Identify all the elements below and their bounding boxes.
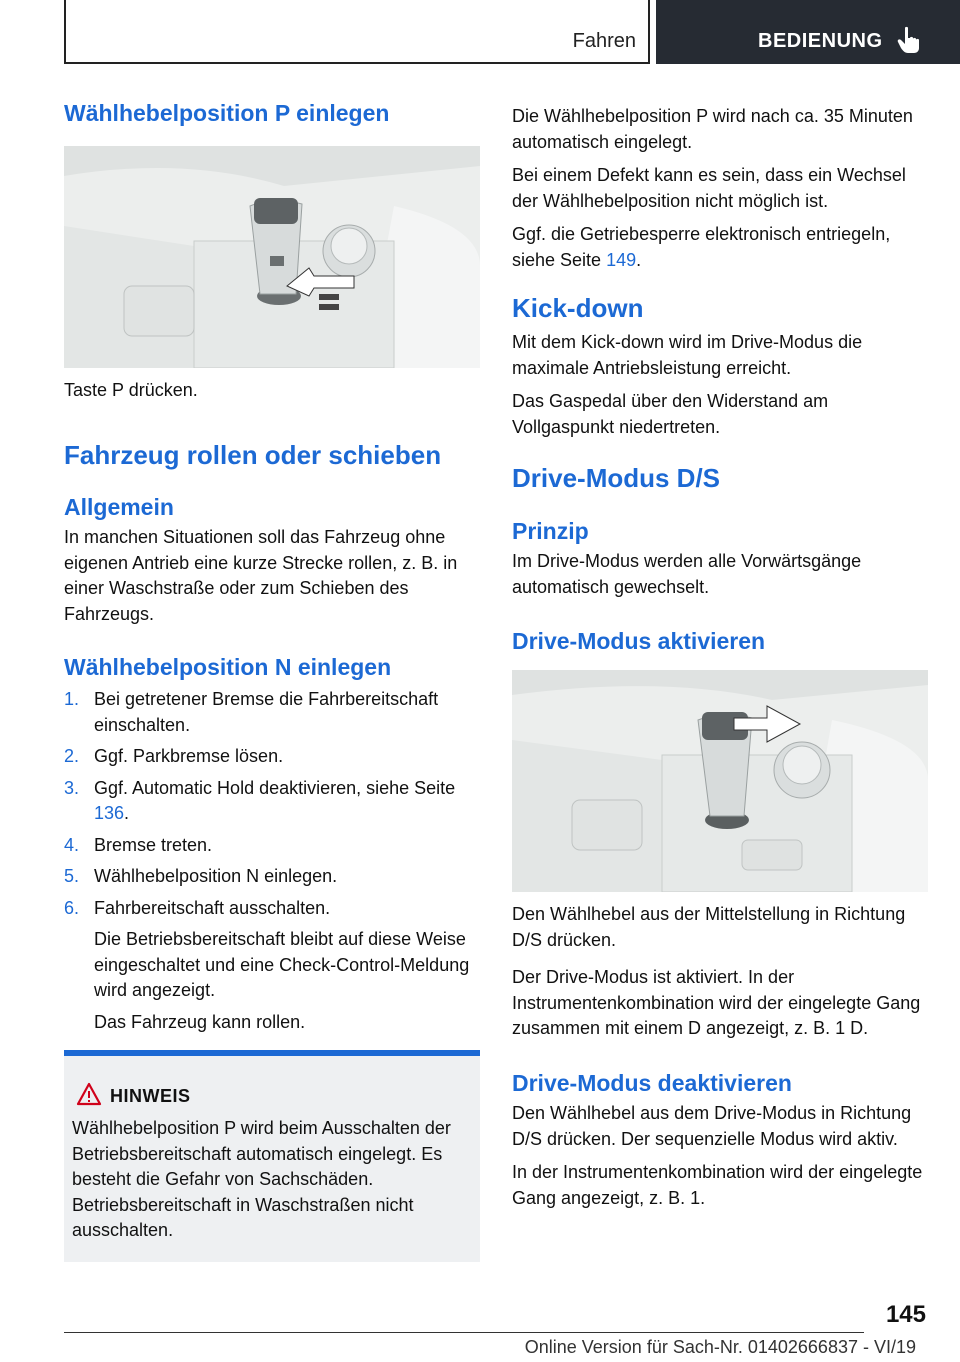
aktivieren-text-2: Der Drive-Modus ist aktiviert. In der Instrumentenkombination wird der eingelegte Gang zusammen mit einem D angezeigt, z. B. 1 D. [512, 967, 921, 1038]
para-defekt: Bei einem Defekt kann es sein, dass ein Wechsel der Wählhebelposition nicht möglich ist. [512, 165, 906, 211]
online-version-note: Online Version für Sach-Nr. 01402666837 - VI/19 [524, 1337, 916, 1357]
section-prinzip [512, 518, 928, 600]
list-item [64, 833, 480, 859]
step-number: 1. [64, 689, 80, 709]
list-item [64, 896, 480, 1036]
console-illustration [512, 670, 928, 892]
kickdown-text-1: Mit dem Kick-down wird im Drive-Modus die maximale Antriebsleistung erreicht. [512, 332, 863, 378]
step-text-end: . [124, 803, 130, 823]
step-text: Ggf. Automatic Hold deaktivieren, siehe Seite [94, 777, 456, 798]
step-number: 3. [64, 777, 80, 798]
heading-deaktivieren: Drive-Modus deaktivieren [512, 1070, 792, 1096]
left-column [64, 100, 480, 127]
step6-detail: Die Betriebsbereitschaft bleibt auf diese Weise eingeschaltet und eine Check-Control-Meldung wird angezeigt. [94, 929, 470, 1000]
section-aktivieren [512, 628, 928, 655]
heading-p-position: Wählhebelposition P einlegen [64, 100, 390, 126]
step6-detail-2: Das Fahrzeug kann rollen. [94, 1011, 306, 1032]
getriebesperre-end: . [636, 249, 642, 270]
para-p-auto: Die Wählhebelposition P wird nach ca. 35 Minuten automatisch eingelegt. [512, 106, 913, 152]
step-text: Ggf. Parkbremse lösen. [94, 746, 284, 766]
right-column [512, 104, 928, 273]
section-rollen [64, 440, 480, 471]
page-number: 145 [885, 1301, 926, 1328]
heading-aktivieren: Drive-Modus aktivieren [512, 628, 766, 654]
header-rule-right [648, 0, 650, 64]
deaktivieren-text-1: Den Wählhebel aus dem Drive-Modus in Richtung D/S drücken. Der sequenzielle Modus wird aktiv. [512, 1103, 912, 1149]
section-drive-modus [512, 463, 928, 494]
list-item [64, 687, 480, 738]
notice-box [64, 1050, 480, 1262]
section-kickdown [512, 293, 928, 440]
aktivieren-text-1: Den Wählhebel aus der Mittelstellung in Richtung D/S drücken. [512, 904, 906, 950]
step-number: 4. [64, 834, 80, 855]
notice-text: Wählhebelposition P wird beim Ausschalten der Betriebsbereitschaft automatisch eingelegt. Es besteht die Gefahr von Sachschäden. Betriebsbereitschaft in Waschstraßen nicht ausschalten. [72, 1118, 451, 1240]
page-link-149[interactable]: 149 [606, 249, 637, 270]
allgemein-text: In manchen Situationen soll das Fahrzeug ohne eigenen Antrieb eine kurze Strecke rollen, z. B. in einer Waschstraße oder zum Schieben des Fahrzeugs. [64, 527, 458, 624]
heading-rollen: Fahrzeug rollen oder schieben [64, 440, 442, 470]
deaktivieren-text-2: In der Instrumentenkombination wird der eingelegte Gang angezeigt, z. B. 1. [512, 1162, 923, 1208]
step-text: Bei getretener Bremse die Fahrbereitschaft einschalten. [94, 689, 439, 735]
page-link-136[interactable]: 136 [94, 803, 125, 823]
step-number: 6. [64, 897, 80, 918]
heading-drive-modus: Drive-Modus D/S [512, 463, 721, 493]
caption-text: Taste P drücken. [64, 380, 198, 400]
heading-n-position: Wählhebelposition N einlegen [64, 654, 392, 680]
step-number: 2. [64, 746, 80, 766]
section-n-position [64, 654, 480, 1041]
selector-lever-photo-p [64, 146, 480, 368]
step-text: Bremse treten. [94, 834, 213, 855]
step-number: 5. [64, 866, 80, 886]
section-tab [656, 0, 960, 64]
prinzip-text: Im Drive-Modus werden alle Vorwärtsgänge automatisch gewechselt. [512, 551, 862, 597]
console-illustration [64, 146, 480, 368]
section-title: BEDIENUNG [758, 30, 883, 52]
section-allgemein [64, 494, 480, 627]
step-text: Fahrbereitschaft ausschalten. [94, 897, 331, 918]
step-text: Wählhebelposition N einlegen. [94, 866, 338, 886]
heading-kickdown: Kick-down [512, 293, 644, 323]
selector-lever-photo-ds [512, 670, 928, 892]
list-item [64, 864, 480, 890]
header-rule-left [64, 0, 66, 62]
list-item [64, 744, 480, 770]
notice-title: HINWEIS [110, 1086, 191, 1106]
footer-rule [64, 1332, 864, 1333]
kickdown-text-2: Das Gaspedal über den Widerstand am Vollgaspunkt niedertreten. [512, 391, 829, 437]
chapter-title: Fahren [572, 30, 636, 52]
heading-prinzip: Prinzip [512, 518, 589, 544]
steps-list [64, 687, 480, 1035]
section-deaktivieren [512, 1070, 928, 1211]
getriebesperre-text: Ggf. die Getriebesperre elektronisch entriegeln, siehe Seite [512, 224, 891, 270]
list-item [64, 776, 480, 827]
pointing-hand-icon [896, 26, 922, 54]
heading-allgemein: Allgemein [64, 494, 174, 520]
caption-p [64, 378, 480, 404]
warning-triangle-icon [76, 1082, 102, 1106]
header-rule-bottom [64, 62, 650, 64]
para-getriebesperre [512, 222, 928, 273]
aktivieren-text [512, 902, 928, 1042]
